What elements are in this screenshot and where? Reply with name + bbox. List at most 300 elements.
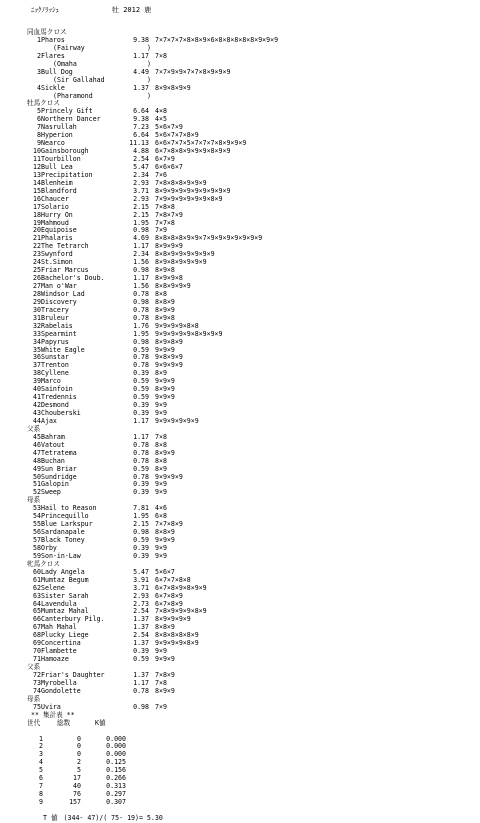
parent-line: [31, 93, 476, 101]
ancestor-name: Hamoaze: [41, 655, 69, 664]
cross-pattern: 7×8×9: [155, 670, 175, 679]
blood-percent: 0.39: [133, 647, 149, 656]
blood-percent: 0.59: [133, 377, 149, 386]
cross-number: 11: [33, 155, 41, 163]
cross-number: 29: [33, 297, 41, 306]
blood-percent: 1.76: [133, 321, 149, 330]
parent-line: [31, 45, 476, 53]
blood-percent: 0.78: [133, 305, 149, 314]
cross-number: 4: [37, 83, 41, 92]
ancestor-name: Hail to Reason: [41, 504, 97, 513]
ancestor-name: Precipitation: [41, 170, 93, 179]
cross-pattern: 9×9: [155, 647, 167, 656]
cross-row: [31, 688, 476, 696]
generation-cell: 6: [39, 774, 43, 783]
blood-percent: 6.64: [133, 131, 149, 140]
ancestor-name: Marco: [41, 377, 61, 386]
blood-percent: 1.37: [133, 623, 149, 632]
section-heading: 牡馬クロス: [27, 99, 60, 108]
blood-percent: 5.47: [133, 567, 149, 576]
cross-row: [31, 220, 476, 228]
blood-percent: 3.91: [133, 575, 149, 584]
k-value-cell: 0.000: [106, 750, 126, 759]
cross-number: 20: [33, 226, 41, 235]
horse-info: 牡 2012 鹿: [112, 6, 152, 14]
cross-pattern: 7×7×8: [155, 218, 175, 227]
total-cell: 2: [77, 758, 81, 767]
cross-row: [31, 378, 476, 386]
cross-row: [31, 196, 476, 204]
cross-row: [31, 434, 476, 442]
ancestor-name: Flambette: [41, 647, 77, 656]
cross-row: [31, 616, 476, 624]
cross-row: [31, 299, 476, 307]
cross-row: [31, 85, 476, 93]
k-value-cell: 0.156: [106, 766, 126, 775]
cross-number: 32: [33, 321, 41, 330]
blood-percent: 2.93: [133, 591, 149, 600]
cross-number: 1: [37, 35, 41, 44]
cross-number: 67: [33, 623, 41, 632]
cross-pattern: 8×8×9: [155, 623, 175, 632]
cross-pattern: 8×8: [155, 440, 167, 449]
t-value: (344- 47)/( 75- 19)= 5.30: [63, 813, 163, 822]
cross-row: [31, 537, 476, 545]
cross-pattern: 8×9×8: [155, 266, 175, 275]
cross-row: [31, 553, 476, 561]
cross-pattern: 9×9: [155, 543, 167, 552]
cross-number: 33: [33, 329, 41, 338]
ancestor-name: Tracery: [41, 305, 69, 314]
blood-percent: 5.47: [133, 162, 149, 171]
cross-row: [31, 458, 476, 466]
cross-pattern: 7×8: [155, 51, 167, 60]
cross-pattern: 8×8: [155, 289, 167, 298]
cross-pattern: 6×7×8×9: [155, 599, 183, 608]
cross-number: 59: [33, 551, 41, 560]
cross-row: [31, 180, 476, 188]
cross-number: 66: [33, 615, 41, 624]
cross-pattern: 7×9: [155, 702, 167, 711]
ancestor-name: White Eagle: [41, 345, 85, 354]
section-heading: 同血馬クロス: [27, 28, 67, 36]
cross-number: 54: [33, 512, 41, 521]
cross-number: 74: [33, 686, 41, 695]
cross-number: 43: [33, 409, 41, 417]
cross-number: 57: [33, 536, 41, 544]
cross-pattern: 8×9×9: [155, 385, 175, 394]
ancestor-name: Friar's Daughter: [41, 670, 105, 679]
cross-pattern: 9×9: [155, 401, 167, 410]
blood-percent: 9.38: [133, 115, 149, 124]
cross-pattern: 8×8×9×9×9×9×9×9: [155, 250, 215, 259]
cross-pattern: 8×8×9×9×9: [155, 282, 191, 290]
cross-row: [31, 505, 476, 513]
ancestor-name: Gainsborough: [41, 147, 89, 156]
cross-pattern: 6×7×8×8×9×9×9×8×9×9: [155, 147, 231, 156]
cross-row: [31, 275, 476, 283]
cross-pattern: 8×8×8×8×8×9: [155, 631, 199, 640]
cross-row: [31, 370, 476, 378]
blood-percent: 0.98: [133, 528, 149, 537]
parent-name: (Fairway: [53, 43, 85, 52]
cross-pattern: 7×8: [155, 432, 167, 441]
total-cell: 157: [69, 798, 81, 806]
cross-pattern: 7×9×9×9×9×9×9×8×9: [155, 194, 223, 203]
blood-percent: 0.98: [133, 337, 149, 346]
k-value-cell: 0.313: [106, 782, 126, 791]
cross-pattern: 7×8×8: [155, 202, 175, 211]
total-cell: 0: [77, 742, 81, 751]
blood-percent: 6.64: [133, 107, 149, 116]
cross-number: 15: [33, 186, 41, 195]
cross-pattern: 4×6: [155, 504, 167, 513]
ancestor-name: Lavendula: [41, 599, 77, 608]
blood-percent: 0.39: [133, 488, 149, 497]
cross-number: 25: [33, 266, 41, 275]
cross-pattern: 8×9: [155, 369, 167, 378]
cross-row: [31, 347, 476, 355]
cross-pattern: 8×9×8×9: [155, 337, 183, 346]
cross-number: 9: [37, 139, 41, 148]
cross-row: [31, 450, 476, 458]
blood-percent: 0.98: [133, 297, 149, 306]
cross-number: 6: [37, 115, 41, 124]
cross-pattern: 9×9×9×9×8×9: [155, 639, 199, 648]
cross-row: [31, 124, 476, 132]
k-value-cell: 0.297: [106, 790, 126, 799]
cross-number: 12: [33, 162, 41, 171]
cross-pattern: 6×6×7×7×5×7×7×7×8×9×9×9: [155, 139, 247, 148]
cross-pattern: 9×9×9×9: [155, 361, 183, 370]
parent-name: (Pharamond: [53, 91, 93, 100]
ancestor-name: Trenton: [41, 361, 69, 370]
cross-number: 5: [37, 107, 41, 116]
ancestor-name: Mahmoud: [41, 218, 69, 227]
cross-row: [31, 362, 476, 370]
ancestor-name: Sunstar: [41, 353, 69, 362]
cross-number: 28: [33, 289, 41, 298]
cross-number: 26: [33, 274, 41, 283]
blood-percent: 0.39: [133, 480, 149, 489]
cross-row: [31, 386, 476, 394]
cross-row: [31, 291, 476, 299]
cross-row: [31, 116, 476, 124]
summary-row: [13, 791, 476, 799]
cross-number: 39: [33, 377, 41, 386]
cross-number: 36: [33, 353, 41, 362]
cross-row: [31, 418, 476, 426]
cross-row: [31, 307, 476, 315]
cross-row: [31, 585, 476, 593]
cross-pattern: 4×8: [155, 107, 167, 116]
cross-number: 60: [33, 567, 41, 576]
cross-pattern: 7×7×8×9: [155, 520, 183, 529]
summary-row: [13, 767, 476, 775]
parent-name: (Omaha: [53, 59, 77, 68]
generation-cell: 8: [39, 790, 43, 799]
cross-pattern: 7×8×9×9×9×8×9: [155, 607, 207, 616]
blood-percent: 0.98: [133, 702, 149, 711]
summary-row: [13, 799, 476, 807]
cross-row: [31, 672, 476, 680]
ancestor-name: Galopin: [41, 480, 69, 489]
ancestor-name: Friar Marcus: [41, 266, 89, 275]
cross-number: 17: [33, 202, 41, 211]
blood-percent: 1.95: [133, 329, 149, 338]
ancestor-name: Blue Larkspur: [41, 520, 93, 529]
ancestor-name: Nasrullah: [41, 123, 77, 132]
cross-pattern: 9×9×9×9: [155, 472, 183, 481]
generation-cell: 4: [39, 758, 43, 767]
cross-pattern: 6×8: [155, 512, 167, 521]
cross-row: [31, 188, 476, 196]
cross-pattern: 7×9: [155, 226, 167, 235]
cross-number: 21: [33, 234, 41, 243]
ancestor-name: Chaucer: [41, 194, 69, 203]
cross-row: [31, 331, 476, 339]
blood-percent: 0.78: [133, 472, 149, 481]
cross-row: [31, 529, 476, 537]
cross-number: 71: [33, 655, 41, 664]
cross-number: 65: [33, 607, 41, 616]
cross-pattern: 9×9×9: [155, 536, 175, 544]
cross-pattern: 8×9×8×9×9: [155, 83, 191, 92]
blood-percent: 2.73: [133, 599, 149, 608]
cross-number: 61: [33, 575, 41, 584]
blood-percent: 1.17: [133, 416, 149, 425]
blood-percent: 4.69: [133, 234, 149, 243]
ancestor-name: Vatout: [41, 440, 65, 449]
cross-pattern: 7×8×8×8×9×9×9: [155, 178, 207, 187]
cross-pattern: 5×6×7×9: [155, 123, 183, 132]
cross-row: [31, 394, 476, 402]
cross-number: 40: [33, 385, 41, 394]
cross-number: 52: [33, 488, 41, 497]
cross-number: 56: [33, 528, 41, 537]
ancestor-name: Blenheim: [41, 178, 73, 187]
cross-pattern: 8×9×9×8: [155, 274, 183, 283]
cross-pattern: 8×9×9: [155, 686, 175, 695]
cross-row: [31, 132, 476, 140]
ancestor-name: Phalaris: [41, 234, 73, 243]
cross-number: 22: [33, 242, 41, 251]
cross-pattern: 8×8: [155, 456, 167, 465]
summary-row: [13, 775, 476, 783]
blood-percent: 2.54: [133, 155, 149, 163]
cross-pattern: 5×6×7×7×8×9: [155, 131, 199, 140]
k-value-cell: 0.000: [106, 734, 126, 743]
cross-number: 69: [33, 639, 41, 648]
t-value-label: T 値: [43, 813, 58, 822]
cross-pattern: 8×8×9: [155, 297, 175, 306]
parent-line: [31, 77, 476, 85]
ancestor-name: Sundridge: [41, 472, 77, 481]
cross-number: 23: [33, 250, 41, 259]
ancestor-name: Papyrus: [41, 337, 69, 346]
cross-number: 2: [37, 51, 41, 60]
cross-number: 70: [33, 647, 41, 656]
ancestor-name: Bull Lea: [41, 162, 73, 171]
ancestor-name: Hyperion: [41, 131, 73, 140]
blood-percent: 1.17: [133, 274, 149, 283]
generation-cell: 5: [39, 766, 43, 775]
blood-percent: 1.56: [133, 258, 149, 267]
cross-row: [31, 172, 476, 180]
cross-number: 58: [33, 543, 41, 552]
cross-row: [31, 481, 476, 489]
cross-number: 38: [33, 369, 41, 378]
summary-row: [13, 743, 476, 751]
t-value-row: [43, 815, 476, 823]
ancestor-name: Lady Angela: [41, 567, 85, 576]
blood-percent: 3.71: [133, 186, 149, 195]
blood-percent: 0.59: [133, 385, 149, 394]
header-generation: 世代: [27, 718, 41, 727]
blood-percent: 0.98: [133, 226, 149, 235]
cross-number: 49: [33, 464, 41, 473]
generation-cell: 7: [39, 782, 43, 791]
cross-pattern: 7×8: [155, 678, 167, 687]
cross-row: [31, 601, 476, 609]
cross-number: 10: [33, 147, 41, 156]
blood-percent: 1.37: [133, 615, 149, 624]
cross-pattern: 9×8×9×9: [155, 353, 183, 362]
cross-row: [31, 402, 476, 410]
cross-number: 37: [33, 361, 41, 370]
cross-row: [31, 156, 476, 164]
ancestor-name: Myrobella: [41, 678, 77, 687]
cross-number: 55: [33, 520, 41, 529]
cross-row: [31, 315, 476, 323]
blood-percent: 0.39: [133, 369, 149, 378]
header-total: 総数: [57, 718, 71, 727]
cross-pattern: 4×5: [155, 115, 167, 124]
cross-row: [31, 489, 476, 497]
summary-title: ** 集計表 **: [31, 710, 75, 719]
blood-percent: 0.98: [133, 266, 149, 275]
blood-percent: 0.78: [133, 448, 149, 457]
cross-row: [31, 545, 476, 553]
cross-pattern: 7×7×7×7×8×8×9×6×8×8×8×8×8×9×9×9: [155, 35, 279, 44]
blood-percent: 11.13: [129, 139, 149, 148]
cross-number: 44: [33, 416, 41, 425]
cross-number: 14: [33, 178, 41, 187]
ancestor-name: Princely Gift: [41, 107, 93, 116]
ancestor-name: Windsor Lad: [41, 289, 85, 298]
blood-percent: 0.78: [133, 686, 149, 695]
generation-cell: 3: [39, 750, 43, 759]
cross-number: 41: [33, 393, 41, 402]
cross-pattern: 8×9×9×9×9×9×9×9×9×9: [155, 186, 231, 195]
cross-pattern: 7×8×7×9: [155, 210, 183, 219]
generation-cell: 2: [39, 742, 43, 751]
ancestor-name: Sweep: [41, 488, 61, 497]
ancestor-name: Son-in-Law: [41, 551, 81, 560]
ancestor-name: Nearco: [41, 139, 65, 148]
cross-number: 16: [33, 194, 41, 203]
cross-pattern: 9×9: [155, 409, 167, 417]
blood-percent: 0.39: [133, 409, 149, 417]
blood-percent: 2.34: [133, 250, 149, 259]
total-cell: 76: [73, 790, 81, 799]
blood-percent: 0.39: [133, 551, 149, 560]
blood-percent: 0.39: [133, 401, 149, 410]
ancestor-name: Mah Mahal: [41, 623, 77, 632]
ancestor-name: Northern Dancer: [41, 115, 101, 124]
section-heading: 父系: [27, 424, 41, 433]
cross-row: [31, 680, 476, 688]
cross-pattern: 8×8×9: [155, 528, 175, 537]
cross-pattern: 9×9×9×9×9×9: [155, 416, 199, 425]
blood-percent: 0.78: [133, 456, 149, 465]
cross-pattern: 9×9×9×9×8×8: [155, 321, 199, 330]
parent-name: (Sir Gallahad: [53, 75, 105, 84]
cross-number: 64: [33, 599, 41, 608]
cross-row: [31, 204, 476, 212]
blood-percent: 0.59: [133, 345, 149, 354]
cross-number: 62: [33, 583, 41, 592]
section-heading: 牝馬クロス: [27, 559, 60, 568]
blood-percent: 2.93: [133, 194, 149, 203]
ancestor-name: Orby: [41, 543, 57, 552]
ancestor-name: Bruleur: [41, 313, 69, 322]
cross-pattern: 6×7×7×8×8: [155, 575, 191, 584]
ancestor-name: Black Toney: [41, 536, 85, 544]
section-heading: 父系: [27, 663, 41, 671]
ancestor-name: Buchan: [41, 456, 65, 465]
cross-number: 30: [33, 305, 41, 314]
k-value-cell: 0.125: [106, 758, 126, 767]
k-value-cell: 0.000: [106, 742, 126, 751]
blood-percent: 0.59: [133, 393, 149, 402]
cross-pattern: 9×9×9×9×9×8×9×9×9: [155, 329, 223, 338]
blood-percent: 2.93: [133, 178, 149, 187]
cross-number: 47: [33, 448, 41, 457]
cross-pattern: 9×9×9: [155, 393, 175, 402]
cross-pattern: 6×7×8×9×8×9×9: [155, 583, 207, 592]
blood-percent: 0.78: [133, 440, 149, 449]
cross-row: [31, 339, 476, 347]
header-k-value: K値: [95, 718, 106, 727]
cross-row: [31, 323, 476, 331]
summary-row: [13, 751, 476, 759]
cross-number: 72: [33, 670, 41, 679]
ancestor-name: Blandford: [41, 186, 77, 195]
blood-percent: 1.37: [133, 639, 149, 648]
cross-row: [31, 53, 476, 61]
ancestor-name: Princequillo: [41, 512, 89, 521]
ancestor-name: Selene: [41, 583, 65, 592]
ancestor-name: Chouberski: [41, 409, 81, 417]
cross-pattern: 8×9×9×9: [155, 242, 183, 251]
cross-number: 8: [37, 131, 41, 140]
cross-row: [31, 521, 476, 529]
cross-number: 31: [33, 313, 41, 322]
blood-percent: 1.37: [133, 83, 149, 92]
ancestor-name: Tourbillon: [41, 155, 81, 163]
blood-percent: 4.49: [133, 67, 149, 76]
ancestor-name: Cyllene: [41, 369, 69, 378]
ancestor-name: Tetratema: [41, 448, 77, 457]
total-cell: 17: [73, 774, 81, 783]
k-value-cell: 0.307: [106, 798, 126, 806]
blood-percent: 0.59: [133, 655, 149, 664]
close-paren: ): [147, 91, 151, 100]
summary-row: [13, 759, 476, 767]
ancestor-name: Sickle: [41, 83, 65, 92]
cross-row: [31, 704, 476, 712]
